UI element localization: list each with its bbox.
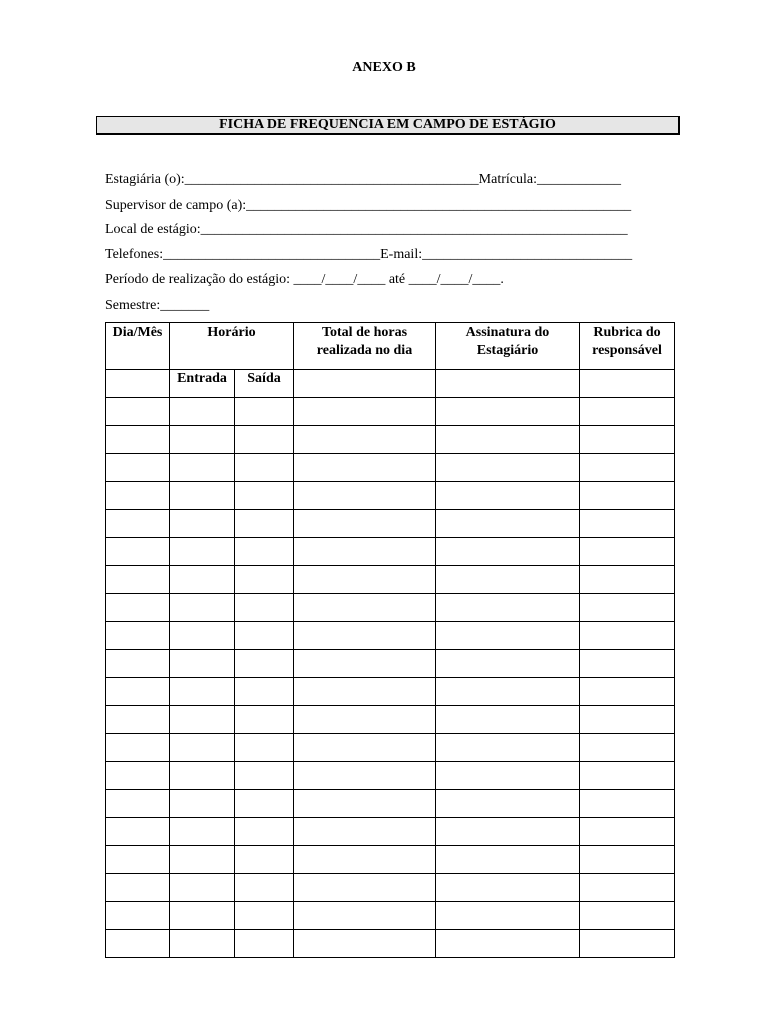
cell-dia-mes[interactable] xyxy=(106,874,170,902)
cell-rubrica[interactable] xyxy=(580,482,675,510)
cell-total-horas[interactable] xyxy=(294,622,436,650)
cell-saida[interactable] xyxy=(235,734,294,762)
cell-total-horas[interactable] xyxy=(294,874,436,902)
cell-rubrica[interactable] xyxy=(580,930,675,958)
cell-rubrica[interactable] xyxy=(580,790,675,818)
cell-saida[interactable] xyxy=(235,762,294,790)
cell-assinatura[interactable] xyxy=(436,426,580,454)
semestre-field[interactable]: Semestre:_______ xyxy=(105,298,210,313)
cell-dia-mes[interactable] xyxy=(106,930,170,958)
cell-rubrica[interactable] xyxy=(580,818,675,846)
cell-entrada[interactable] xyxy=(170,734,235,762)
cell-entrada[interactable] xyxy=(170,650,235,678)
table-row xyxy=(106,846,675,874)
cell-total-horas[interactable] xyxy=(294,370,436,398)
cell-assinatura[interactable] xyxy=(436,566,580,594)
cell-total-horas[interactable] xyxy=(294,566,436,594)
cell-dia-mes[interactable] xyxy=(106,650,170,678)
table-subheader-row xyxy=(106,370,675,398)
cell-saida[interactable] xyxy=(235,398,294,426)
cell-dia-mes[interactable] xyxy=(106,706,170,734)
table-row xyxy=(106,706,675,734)
cell-assinatura[interactable] xyxy=(436,846,580,874)
cell-entrada[interactable] xyxy=(170,510,235,538)
header-total-horas: Total de horas realizada no dia xyxy=(294,323,436,370)
cell-assinatura[interactable] xyxy=(436,706,580,734)
cell-assinatura[interactable] xyxy=(436,930,580,958)
cell-saida[interactable] xyxy=(235,566,294,594)
cell-total-horas[interactable] xyxy=(294,510,436,538)
cell-entrada[interactable] xyxy=(170,566,235,594)
cell-saida[interactable] xyxy=(235,846,294,874)
cell-entrada[interactable] xyxy=(170,930,235,958)
cell-assinatura[interactable] xyxy=(436,734,580,762)
cell-saida[interactable] xyxy=(235,818,294,846)
cell-rubrica[interactable] xyxy=(580,370,675,398)
cell-entrada[interactable] xyxy=(170,874,235,902)
cell-entrada[interactable] xyxy=(170,622,235,650)
cell-total-horas[interactable] xyxy=(294,930,436,958)
cell-total-horas[interactable] xyxy=(294,538,436,566)
header-assinatura: Assinatura do Estagiário xyxy=(436,323,580,370)
cell-saida[interactable] xyxy=(235,706,294,734)
cell-saida[interactable] xyxy=(235,790,294,818)
cell-total-horas[interactable] xyxy=(294,790,436,818)
cell-entrada[interactable] xyxy=(170,790,235,818)
cell-rubrica[interactable] xyxy=(580,706,675,734)
cell-rubrica[interactable] xyxy=(580,454,675,482)
cell-rubrica[interactable] xyxy=(580,426,675,454)
cell-dia-mes[interactable] xyxy=(106,678,170,706)
cell-rubrica[interactable] xyxy=(580,678,675,706)
cell-dia-mes[interactable] xyxy=(106,370,170,398)
cell-total-horas[interactable] xyxy=(294,594,436,622)
cell-entrada[interactable] xyxy=(170,454,235,482)
cell-assinatura[interactable] xyxy=(436,622,580,650)
form-title-box: FICHA DE FREQUENCIA EM CAMPO DE ESTÁGIO xyxy=(96,116,680,135)
table-row xyxy=(106,482,675,510)
cell-saida[interactable] xyxy=(235,510,294,538)
cell-assinatura[interactable] xyxy=(436,678,580,706)
cell-saida[interactable] xyxy=(235,426,294,454)
cell-assinatura[interactable] xyxy=(436,510,580,538)
cell-total-horas[interactable] xyxy=(294,846,436,874)
table-row xyxy=(106,510,675,538)
cell-saida[interactable] xyxy=(235,594,294,622)
cell-dia-mes[interactable] xyxy=(106,426,170,454)
cell-total-horas[interactable] xyxy=(294,398,436,426)
cell-rubrica[interactable] xyxy=(580,538,675,566)
cell-dia-mes[interactable] xyxy=(106,818,170,846)
cell-total-horas[interactable] xyxy=(294,650,436,678)
cell-dia-mes[interactable] xyxy=(106,594,170,622)
cell-entrada[interactable] xyxy=(170,678,235,706)
cell-assinatura[interactable] xyxy=(436,818,580,846)
cell-total-horas[interactable] xyxy=(294,902,436,930)
cell-total-horas[interactable] xyxy=(294,734,436,762)
table-row xyxy=(106,818,675,846)
cell-saida[interactable] xyxy=(235,454,294,482)
cell-total-horas[interactable] xyxy=(294,706,436,734)
cell-assinatura[interactable] xyxy=(436,790,580,818)
cell-entrada[interactable] xyxy=(170,398,235,426)
table-row xyxy=(106,902,675,930)
table-row xyxy=(106,790,675,818)
cell-saida[interactable] xyxy=(235,678,294,706)
cell-assinatura[interactable] xyxy=(436,650,580,678)
cell-rubrica[interactable] xyxy=(580,566,675,594)
cell-entrada[interactable] xyxy=(170,426,235,454)
cell-rubrica[interactable] xyxy=(580,734,675,762)
cell-assinatura[interactable] xyxy=(436,482,580,510)
cell-rubrica[interactable] xyxy=(580,874,675,902)
cell-rubrica[interactable] xyxy=(580,846,675,874)
cell-entrada[interactable] xyxy=(170,538,235,566)
table-body xyxy=(106,398,675,958)
cell-rubrica[interactable] xyxy=(580,902,675,930)
table-header-row xyxy=(106,323,675,370)
cell-total-horas[interactable] xyxy=(294,818,436,846)
cell-saida[interactable] xyxy=(235,622,294,650)
table-row xyxy=(106,566,675,594)
cell-entrada[interactable] xyxy=(170,846,235,874)
cell-rubrica[interactable] xyxy=(580,594,675,622)
cell-saida[interactable] xyxy=(235,930,294,958)
cell-entrada[interactable] xyxy=(170,482,235,510)
cell-dia-mes[interactable] xyxy=(106,454,170,482)
cell-total-horas[interactable] xyxy=(294,482,436,510)
table-row xyxy=(106,650,675,678)
telefones-email-field[interactable]: Telefones:_______________________________E-mail:______________________________ xyxy=(105,247,633,262)
estagiario-field[interactable]: Estagiária (o):__________________________________________Matrícula:____________ xyxy=(105,172,621,187)
table-row xyxy=(106,426,675,454)
cell-saida[interactable] xyxy=(235,650,294,678)
cell-saida[interactable] xyxy=(235,874,294,902)
table-row xyxy=(106,622,675,650)
cell-dia-mes[interactable] xyxy=(106,510,170,538)
local-field[interactable]: Local de estágio:_____________________________________________________________ xyxy=(105,222,628,237)
table-row xyxy=(106,594,675,622)
cell-total-horas[interactable] xyxy=(294,762,436,790)
cell-dia-mes[interactable] xyxy=(106,734,170,762)
cell-assinatura[interactable] xyxy=(436,594,580,622)
cell-assinatura[interactable] xyxy=(436,454,580,482)
page-heading: ANEXO B xyxy=(352,60,416,75)
cell-total-horas[interactable] xyxy=(294,678,436,706)
header-rubrica: Rubrica do responsável xyxy=(580,323,675,370)
table-row xyxy=(106,734,675,762)
cell-dia-mes[interactable] xyxy=(106,846,170,874)
cell-entrada[interactable] xyxy=(170,762,235,790)
cell-saida[interactable] xyxy=(235,902,294,930)
table-row xyxy=(106,762,675,790)
cell-total-horas[interactable] xyxy=(294,426,436,454)
cell-entrada[interactable] xyxy=(170,902,235,930)
cell-rubrica[interactable] xyxy=(580,762,675,790)
cell-entrada[interactable] xyxy=(170,594,235,622)
cell-rubrica[interactable] xyxy=(580,622,675,650)
cell-assinatura[interactable] xyxy=(436,538,580,566)
cell-assinatura[interactable] xyxy=(436,762,580,790)
cell-rubrica[interactable] xyxy=(580,398,675,426)
periodo-field[interactable]: Período de realização do estágio: ____/____/____ até ____/____/____. xyxy=(105,272,504,287)
cell-dia-mes[interactable] xyxy=(106,538,170,566)
cell-rubrica[interactable] xyxy=(580,650,675,678)
table-row xyxy=(106,454,675,482)
cell-saida[interactable] xyxy=(235,482,294,510)
cell-dia-mes[interactable] xyxy=(106,762,170,790)
cell-assinatura[interactable] xyxy=(436,874,580,902)
header-horario: Horário xyxy=(170,323,294,370)
table-row xyxy=(106,930,675,958)
cell-rubrica[interactable] xyxy=(580,510,675,538)
cell-entrada[interactable] xyxy=(170,818,235,846)
cell-assinatura[interactable] xyxy=(436,398,580,426)
cell-total-horas[interactable] xyxy=(294,454,436,482)
supervisor-field[interactable]: Supervisor de campo (a):_______________________________________________________ xyxy=(105,198,632,213)
attendance-table xyxy=(105,322,675,958)
table-row xyxy=(106,398,675,426)
header-dia-mes: Dia/Mês xyxy=(106,323,170,370)
cell-dia-mes[interactable] xyxy=(106,902,170,930)
cell-assinatura[interactable] xyxy=(436,370,580,398)
table-row xyxy=(106,538,675,566)
cell-entrada[interactable] xyxy=(170,706,235,734)
table-row xyxy=(106,874,675,902)
subheader-saida: Saída xyxy=(235,370,294,398)
cell-saida[interactable] xyxy=(235,538,294,566)
cell-assinatura[interactable] xyxy=(436,902,580,930)
cell-dia-mes[interactable] xyxy=(106,790,170,818)
cell-dia-mes[interactable] xyxy=(106,398,170,426)
cell-dia-mes[interactable] xyxy=(106,566,170,594)
subheader-entrada: Entrada xyxy=(170,370,235,398)
table-row xyxy=(106,678,675,706)
cell-dia-mes[interactable] xyxy=(106,622,170,650)
cell-dia-mes[interactable] xyxy=(106,482,170,510)
